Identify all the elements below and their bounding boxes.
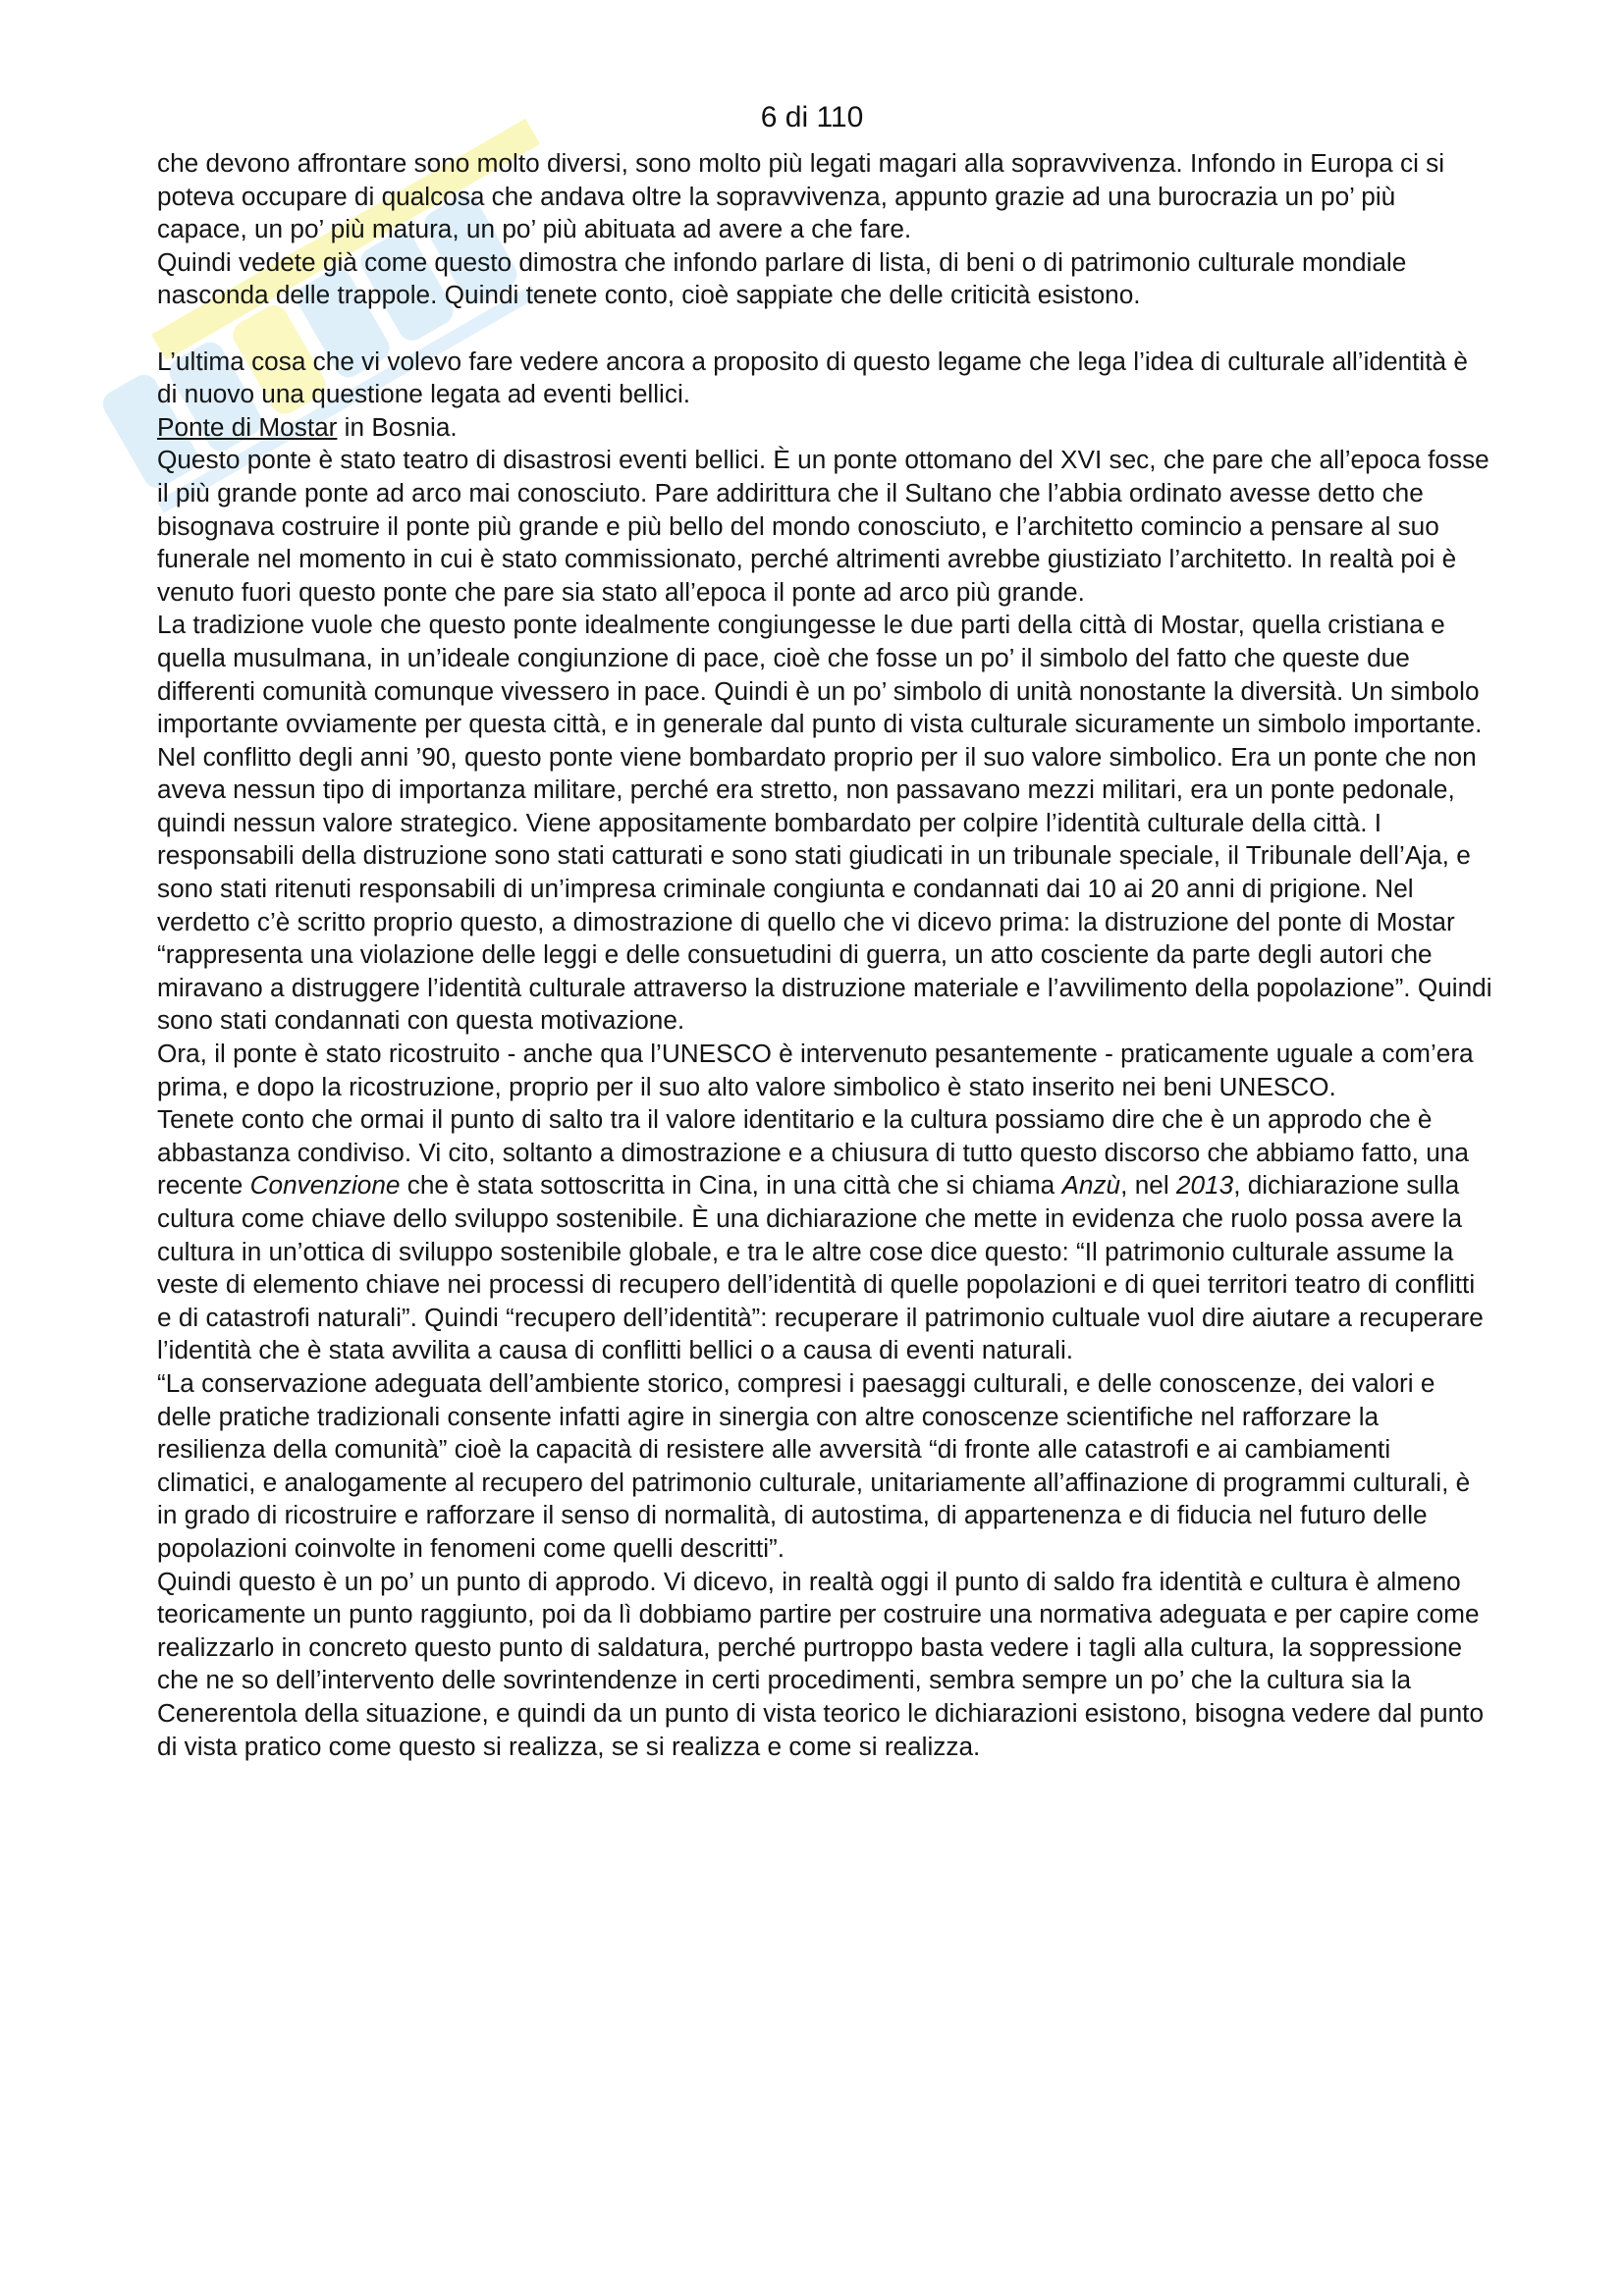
body-text [157,147,1492,1763]
convention-text: , dichiarazione sulla cultura come chiave dello sviluppo sostenibile. È una dichiarazione che mette in evidenza che ruolo possa avere la cultura in un’ottica di sviluppo sostenibile globale, e tra le altre cose dice questo: “Il patrimonio culturale assume la veste di elemento chiave nei processi di recupero dell’identità di quelle popolazioni e di quei territori teatro di conflitti e di catastrofi naturali”. Quindi “recupero dell’identità”: recuperare il patrimonio cultuale vuol dire aiutare a recuperare l’identità che è stata avvilita a causa di conflitti bellici o a causa di eventi naturali. [157,1170,1484,1365]
paragraph: Ora, il ponte è stato ricostruito - anche qua l’UNESCO è intervenuto pesantemente - praticamente uguale a com’era prima, e dopo la ricostruzione, proprio per il suo alto valore simbolico è stato inserito nei beni UNESCO. [157,1039,1474,1101]
page-number: 6 di 110 [760,101,864,133]
convention-text: Tenete conto che ormai il punto di salto tra il valore identitario e la cultura possiamo dire che è un approdo che è abbastanza condiviso. Vi cito, soltanto a dimostrazione e a chiusura di tutto questo discorso che abbiamo fatto, una recente [157,1104,1469,1201]
convention-year: 2013 [1175,1170,1234,1201]
mostar-heading [157,411,1492,445]
convention-paragraph [157,1103,1492,1367]
paragraph: che devono affrontare sono molto diversi, sono molto più legati magari alla sopravvivenza. Infondo in Europa ci si poteva occupare di qualcosa che andava oltre la sopravvivenza, appunto grazie ad una burocrazia un po’ più capace, un po’ più matura, un po’ più abituata ad avere a che fare. [157,148,1445,244]
mostar-location: in Bosnia. [337,411,458,442]
paragraph: Questo ponte è stato teatro di disastrosi eventi bellici. È un ponte ottomano del XVI sec, che pare che all’epoca fosse il più grande ponte ad arco mai conosciuto. Pare addirittura che il Sultano che l’abbia ordinato avesse detto che bisognava costruire il ponte più grande e più bello del mondo conosciuto, e l’architetto comincio a pensare al suo funerale nel momento in cui è stato commissionato, perché altrimenti avrebbe giustiziato l’architetto. In realtà poi è venuto fuori questo ponte che pare sia stato all’epoca il ponte ad arco più grande. [157,445,1489,607]
convention-city: Anzù [1061,1170,1121,1201]
paragraph: L’ultima cosa che vi volevo fare vedere ancora a proposito di questo legame che lega l’idea di culturale all’identità è di nuovo una questione legata ad eventi bellici. [157,346,1468,409]
paragraph-gap [157,312,1492,346]
mostar-link: Ponte di Mostar [157,411,338,442]
paragraph: La tradizione vuole che questo ponte idealmente congiungesse le due parti della città di Mostar, quella cristiana e quella musulmana, in un’ideale congiunzione di pace, cioè che fosse un po’ il simbolo del fatto che queste due differenti comunità comunque vivessero in pace. Quindi è un po’ simbolo di unità nonostante la diversità. Un simbolo importante ovviamente per questa città, e in generale dal punto di vista culturale sicuramente un simbolo importante. [157,610,1483,739]
paragraph: Nel conflitto degli anni ’90, questo ponte viene bombardato proprio per il suo valore simbolico. Era un ponte che non aveva nessun tipo di importanza militare, perché era stretto, non passavano mezzi militari, era un ponte pedonale, quindi nessun valore strategico. Viene appositamente bombardato per colpire l’identità culturale della città. I responsabili della distruzione sono stati catturati e sono stati giudicati in un tribunale speciale, il Tribunale dell’Aja, e sono stati ritenuti responsabili di un’impresa criminale congiunta e condannati dai 10 ai 20 anni di prigione. Nel verdetto c’è scritto proprio questo, a dimostrazione di quello che vi dicevo prima: la distruzione del ponte di Mostar “rappresenta una violazione delle leggi e delle consuetudini di guerra, un atto cosciente da parte degli autori che miravano a distruggere l’identità culturale attraverso la distruzione materiale e l’avvilimento della popolazione”. Quindi sono stati condannati con questa motivazione. [157,741,1492,1036]
paragraph: Quindi questo è un po’ un punto di approdo. Vi dicevo, in realtà oggi il punto di saldo fra identità e cultura è almeno teoricamente un punto raggiunto, poi da lì dobbiamo partire per costruire una normativa adeguata e per capire come realizzarlo in concreto questo punto di saldatura, perché purtroppo basta vedere i tagli alla cultura, la soppressione che ne so dell’intervento delle sovrintendenze in certi procedimenti, sembra sempre un po’ che la cultura sia la Cenerentola della situazione, e quindi da un punto di vista teorico le dichiarazioni esistono, bisogna vedere dal punto di vista pratico come questo si realizza, se si realizza e come si realizza. [157,1566,1485,1761]
paragraph: Quindi vedete già come questo dimostra che infondo parlare di lista, di beni o di patrimonio culturale mondiale nasconda delle trappole. Quindi tenete conto, cioè sappiate che delle criticità esistono. [157,246,1407,310]
convention-text: , nel [1120,1170,1176,1201]
paragraph: “La conservazione adeguata dell’ambiente storico, compresi i paesaggi culturali, e delle conoscenze, dei valori e delle pratiche tradizionali consente infatti agire in sinergia con altre conoscenze scientifiche nel rafforzare la resilienza della comunità” cioè la capacità di resistere alle avversità “di fronte alle catastrofi e ai cambiamenti climatici, e analogamente al recupero del patrimonio culturale, unitariamente all’affinazione di programmi culturali, è in grado di ricostruire e rafforzare il senso di normalità, di autostima, di appartenenza e di fiducia nel futuro delle popolazioni coinvolte in fenomeni come quelli descritti”. [157,1367,1471,1563]
convention-term: Convenzione [249,1170,401,1201]
convention-text: che è stata sottoscritta in Cina, in una città che si chiama [400,1170,1062,1201]
